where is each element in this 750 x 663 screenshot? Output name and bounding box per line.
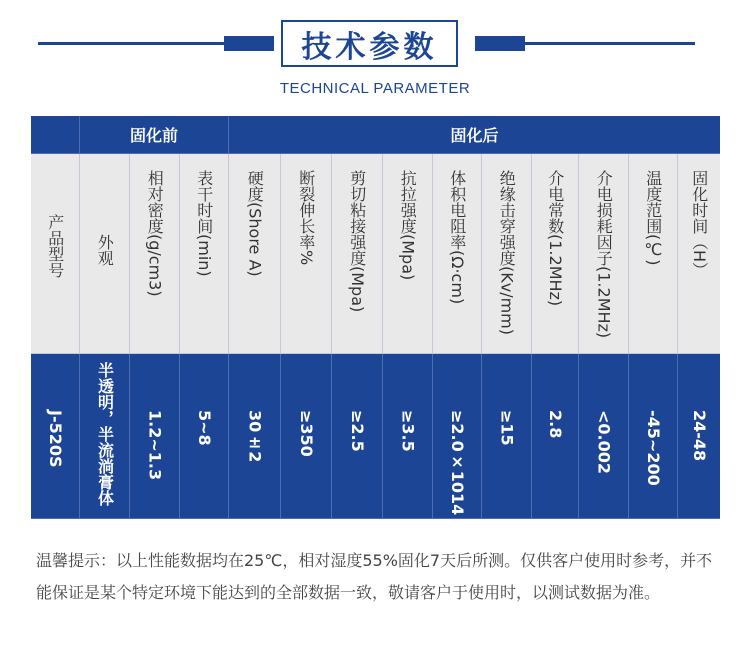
col-header-cure-time: 固化时间（H）	[678, 154, 720, 354]
col-header-dielectric-constant: 介电常数(1.2MHz)	[532, 154, 579, 354]
header-rule-right	[525, 42, 695, 45]
table-cell-shear-strength: ≥2.5	[332, 354, 383, 519]
group-after-label: 固化后	[450, 126, 499, 145]
table-cell-elongation: ≥350	[281, 354, 332, 519]
header-block-right	[475, 36, 525, 51]
table-cell-model: J-520S	[31, 354, 80, 519]
col-header-density: 相对密度(g/cm3)	[130, 154, 180, 354]
table-group-before	[80, 116, 229, 154]
group-before-label: 固化前	[129, 126, 178, 145]
table-cell-dielectric-constant: 2.8	[532, 354, 579, 519]
table-cell-dissipation-factor: <0.002	[579, 354, 629, 519]
col-header-model: 产品型号	[31, 154, 80, 354]
col-header-hardness: 硬度(Shore A)	[229, 154, 281, 354]
table-cell-volume-resistivity: ≥2.0×1014	[433, 354, 482, 519]
table-group-after	[229, 116, 720, 154]
table-cell-appearance: 半透明，半流淌膏体	[80, 354, 130, 519]
col-header-temperature-range: 温度范围(℃)	[629, 154, 678, 354]
spec-table	[31, 116, 720, 519]
col-header-shear-strength: 剪切粘接强度(Mpa)	[332, 154, 383, 354]
table-cell-cure-time: 24-48	[678, 354, 720, 519]
table-cell-tensile-strength: ≥3.5	[383, 354, 433, 519]
table-cell-breakdown-strength: ≥15	[482, 354, 532, 519]
col-header-dissipation-factor: 介电损耗因子(1.2MHz)	[579, 154, 629, 354]
col-header-volume-resistivity: 体积电阻率(Ω·cm)	[433, 154, 482, 354]
col-header-breakdown-strength: 绝缘击穿强度(Kv/mm)	[482, 154, 532, 354]
table-cell-temperature-range: -45~200	[629, 354, 678, 519]
page-title: 技术参数	[301, 29, 438, 65]
table-cell-density: 1.2~1.3	[130, 354, 180, 519]
header-title-box	[281, 20, 458, 67]
col-header-tensile-strength: 抗拉强度(Mpa)	[383, 154, 433, 354]
header-block-left	[224, 36, 274, 51]
col-header-elongation: 断裂伸长率%	[281, 154, 332, 354]
header-rule-left	[38, 42, 224, 45]
col-header-surface-dry-time: 表干时间(min)	[180, 154, 229, 354]
disclaimer-note: 温馨提示：以上性能数据均在25℃，相对湿度55%固化7天后所测。仅供客户使用时参考，并不能保证是某个特定环境下能达到的全部数据一致，敬请客户于使用时，以测试数据为准。	[36, 551, 713, 602]
table-group-empty	[31, 116, 80, 154]
table-cell-surface-dry-time: 5~8	[180, 354, 229, 519]
page-subtitle: TECHNICAL PARAMETER	[279, 80, 471, 97]
table-cell-hardness: 30±2	[229, 354, 281, 519]
col-header-appearance: 外观	[80, 154, 130, 354]
